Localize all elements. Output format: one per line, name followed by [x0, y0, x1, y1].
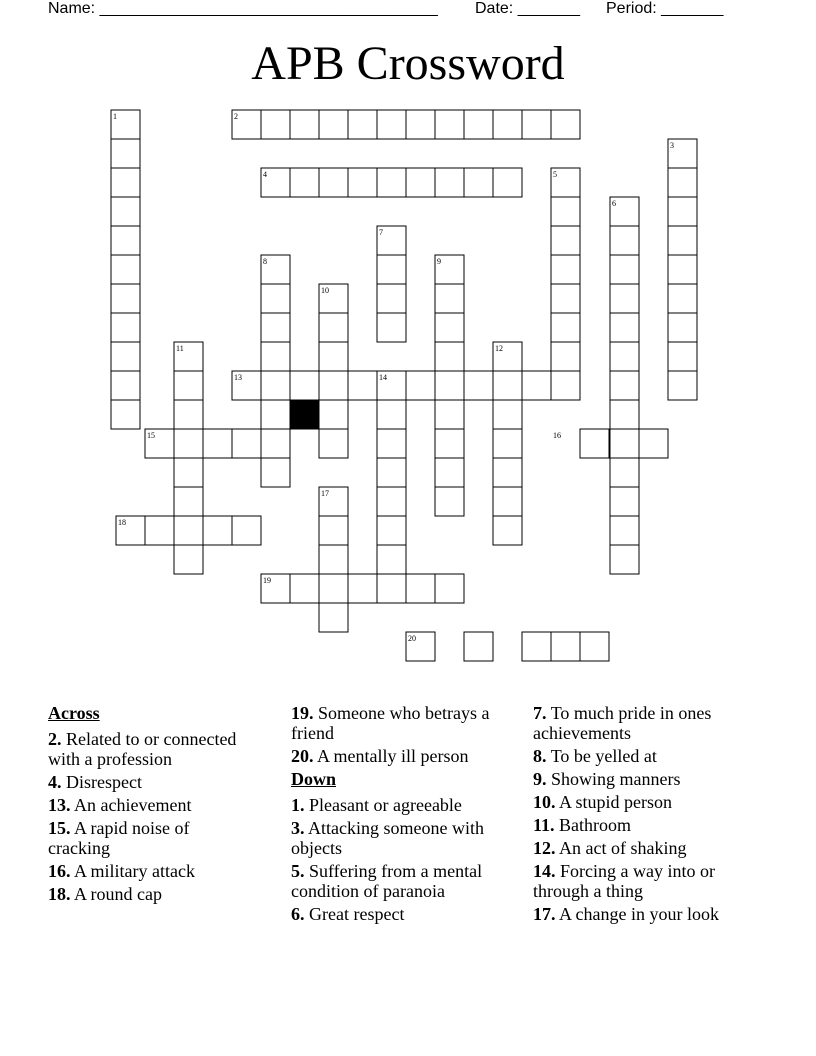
grid-cell[interactable] — [406, 574, 435, 603]
clue-column-3 — [533, 703, 763, 927]
grid-cell[interactable] — [551, 226, 580, 255]
grid-cell[interactable] — [580, 429, 609, 458]
grid-cell[interactable] — [493, 371, 522, 400]
grid-cell[interactable] — [406, 110, 435, 139]
black-cell — [290, 400, 319, 429]
clue-down-5: 5. Suffering from a mental condition of paranoia — [291, 861, 483, 901]
date-field[interactable]: Date: _______ — [475, 0, 580, 17]
grid-cell[interactable] — [111, 342, 140, 371]
grid-cell[interactable] — [377, 284, 406, 313]
grid-cell[interactable] — [522, 632, 551, 661]
grid-cell[interactable] — [290, 110, 319, 139]
grid-cell[interactable] — [493, 487, 522, 516]
grid-cell[interactable] — [435, 168, 464, 197]
grid-cell[interactable] — [203, 516, 232, 545]
grid-cell[interactable] — [261, 371, 290, 400]
grid-cell[interactable] — [319, 574, 348, 603]
grid-cell[interactable] — [111, 139, 140, 168]
grid-cell[interactable] — [261, 429, 290, 458]
clue-across-20: 20. A mentally ill person — [291, 746, 469, 766]
grid-cell[interactable] — [348, 110, 377, 139]
clue-down-1: 1. Pleasant or agreeable — [291, 795, 462, 815]
grid-cell[interactable] — [668, 284, 697, 313]
clue-number-9: 9 — [437, 257, 441, 266]
grid-cell[interactable] — [319, 371, 348, 400]
clue-column-2 — [291, 703, 511, 927]
grid-cell[interactable] — [319, 400, 348, 429]
clue-down-17: 17. A change in your look — [533, 904, 719, 924]
clue-number-7: 7 — [379, 228, 383, 237]
grid-cell[interactable] — [610, 429, 639, 458]
grid-cell[interactable] — [435, 400, 464, 429]
grid-cell[interactable] — [493, 168, 522, 197]
grid-cell[interactable] — [493, 429, 522, 458]
grid-cell[interactable] — [668, 371, 697, 400]
grid-cell[interactable] — [435, 313, 464, 342]
clue-number-10: 10 — [321, 286, 329, 295]
grid-cell[interactable] — [464, 632, 493, 661]
clue-down-9: 9. Showing manners — [533, 769, 681, 789]
grid-cell[interactable] — [551, 342, 580, 371]
grid-cell[interactable] — [111, 255, 140, 284]
clue-number-12: 12 — [495, 344, 503, 353]
clue-across-19: 19. Someone who betrays a friend — [291, 703, 490, 743]
grid-cell[interactable] — [435, 284, 464, 313]
clue-down-8: 8. To be yelled at — [533, 746, 657, 766]
grid-cell[interactable] — [610, 371, 639, 400]
grid-cell[interactable] — [435, 371, 464, 400]
grid-cell[interactable] — [111, 400, 140, 429]
grid-cell[interactable] — [377, 487, 406, 516]
grid-cell[interactable] — [174, 516, 203, 545]
grid-cell[interactable] — [111, 197, 140, 226]
down-heading: Down — [291, 769, 337, 789]
grid-cell[interactable] — [377, 458, 406, 487]
grid-cell[interactable] — [551, 197, 580, 226]
grid-cell[interactable] — [203, 429, 232, 458]
clue-across-18: 18. A round cap — [48, 884, 162, 904]
grid-cell[interactable] — [522, 371, 551, 400]
grid-cell[interactable] — [319, 603, 348, 632]
grid-cell[interactable] — [111, 284, 140, 313]
grid-cell[interactable] — [174, 458, 203, 487]
grid-cell[interactable] — [435, 342, 464, 371]
grid-cell[interactable] — [290, 371, 319, 400]
grid-cell[interactable] — [174, 400, 203, 429]
grid-cell[interactable] — [493, 400, 522, 429]
grid-cell[interactable] — [493, 516, 522, 545]
grid-cell[interactable] — [435, 429, 464, 458]
grid-cell[interactable] — [290, 574, 319, 603]
grid-cell[interactable] — [290, 168, 319, 197]
grid-cell[interactable] — [406, 371, 435, 400]
page-title: APB Crossword — [251, 37, 565, 90]
grid-cell[interactable] — [493, 458, 522, 487]
clue-down-10: 10. A stupid person — [533, 792, 673, 812]
clue-across-4: 4. Disrespect — [48, 772, 142, 792]
grid-cell[interactable] — [668, 255, 697, 284]
grid-cell[interactable] — [261, 110, 290, 139]
clue-number-2: 2 — [234, 112, 238, 121]
clue-down-6: 6. Great respect — [291, 904, 405, 924]
grid-cell[interactable] — [261, 313, 290, 342]
grid-cell[interactable] — [319, 168, 348, 197]
grid-cell[interactable] — [111, 313, 140, 342]
grid-cell[interactable] — [464, 371, 493, 400]
clue-across-15: 15. A rapid noise of cracking — [48, 818, 190, 858]
grid-cell[interactable] — [610, 226, 639, 255]
grid-cell[interactable] — [610, 255, 639, 284]
grid-cell[interactable] — [639, 429, 668, 458]
clue-number-3: 3 — [670, 141, 674, 150]
clue-number-13: 13 — [234, 373, 242, 382]
grid-cell[interactable] — [174, 487, 203, 516]
grid-cell[interactable] — [319, 429, 348, 458]
grid-cell[interactable] — [377, 545, 406, 574]
grid-cell[interactable] — [668, 226, 697, 255]
grid-cell[interactable] — [668, 342, 697, 371]
grid-cell[interactable] — [261, 284, 290, 313]
clue-number-19: 19 — [263, 576, 271, 585]
clue-number-18: 18 — [118, 518, 126, 527]
grid-cell[interactable] — [610, 458, 639, 487]
grid-cell[interactable] — [145, 516, 174, 545]
clue-number-4: 4 — [263, 170, 267, 179]
grid-cell[interactable] — [377, 168, 406, 197]
grid-cell[interactable] — [319, 342, 348, 371]
clue-number-11: 11 — [176, 344, 184, 353]
grid-cell[interactable] — [610, 284, 639, 313]
clue-number-15: 15 — [147, 431, 155, 440]
clue-number-17: 17 — [321, 489, 329, 498]
grid-cell[interactable] — [111, 168, 140, 197]
clue-number-16: 16 — [553, 431, 561, 440]
grid-cell[interactable] — [174, 545, 203, 574]
grid-cell[interactable] — [319, 313, 348, 342]
clue-across-16: 16. A military attack — [48, 861, 195, 881]
grid-cell[interactable] — [493, 110, 522, 139]
grid-cell[interactable] — [435, 458, 464, 487]
clue-down-12: 12. An act of shaking — [533, 838, 687, 858]
grid-cell[interactable] — [406, 168, 435, 197]
clue-number-14: 14 — [379, 373, 387, 382]
across-heading: Across — [48, 703, 100, 723]
grid-cell[interactable] — [551, 110, 580, 139]
grid-cell[interactable] — [610, 400, 639, 429]
grid-cell[interactable] — [348, 371, 377, 400]
grid-cell[interactable] — [174, 371, 203, 400]
grid-cell[interactable] — [261, 342, 290, 371]
grid-cell[interactable] — [610, 545, 639, 574]
grid-cell[interactable] — [377, 516, 406, 545]
name-field[interactable]: Name: ______________________________________ — [48, 0, 438, 17]
grid-cell[interactable] — [377, 574, 406, 603]
grid-cell[interactable] — [610, 487, 639, 516]
grid-cell[interactable] — [261, 458, 290, 487]
grid-cell[interactable] — [551, 371, 580, 400]
clue-across-2: 2. Related to or connected with a profession — [48, 729, 237, 769]
grid-cell[interactable] — [610, 516, 639, 545]
grid-cell[interactable] — [668, 313, 697, 342]
grid-cell[interactable] — [377, 313, 406, 342]
clue-down-7: 7. To much pride in ones achievements — [533, 703, 712, 743]
grid-cell[interactable] — [232, 516, 261, 545]
grid-cell[interactable] — [551, 255, 580, 284]
grid-cell[interactable] — [232, 429, 261, 458]
grid-cell[interactable] — [111, 226, 140, 255]
clue-across-13: 13. An achievement — [48, 795, 192, 815]
grid-cell[interactable] — [435, 574, 464, 603]
clue-number-20: 20 — [408, 634, 416, 643]
clue-number-8: 8 — [263, 257, 267, 266]
grid-cell[interactable] — [319, 110, 348, 139]
grid-cell[interactable] — [377, 255, 406, 284]
grid-cell[interactable] — [377, 429, 406, 458]
clue-number-5: 5 — [553, 170, 557, 179]
grid-cell[interactable] — [464, 110, 493, 139]
grid-cell[interactable] — [580, 632, 609, 661]
grid-cell[interactable] — [610, 342, 639, 371]
grid-cell[interactable] — [551, 284, 580, 313]
grid-cell[interactable] — [435, 487, 464, 516]
grid-cell[interactable] — [435, 110, 464, 139]
period-field[interactable]: Period: _______ — [606, 0, 724, 17]
clue-number-1: 1 — [113, 112, 117, 121]
grid-cell[interactable] — [377, 110, 406, 139]
grid-cell[interactable] — [319, 545, 348, 574]
grid-cell[interactable] — [610, 313, 639, 342]
clue-down-3: 3. Attacking someone with objects — [291, 818, 484, 858]
grid-cell[interactable] — [348, 574, 377, 603]
grid-cell[interactable] — [348, 168, 377, 197]
clue-number-6: 6 — [612, 199, 616, 208]
clue-down-14: 14. Forcing a way into or through a thing — [533, 861, 715, 901]
grid-cell[interactable] — [261, 400, 290, 429]
clue-column-1 — [48, 703, 248, 907]
grid-cell[interactable] — [522, 110, 551, 139]
grid-cell[interactable] — [464, 168, 493, 197]
grid-cell[interactable] — [551, 632, 580, 661]
grid-cell[interactable] — [319, 516, 348, 545]
grid-cell[interactable] — [174, 429, 203, 458]
clue-down-11: 11. Bathroom — [533, 815, 632, 835]
grid-cell[interactable] — [551, 313, 580, 342]
grid-cell[interactable] — [668, 168, 697, 197]
grid-cell[interactable] — [111, 371, 140, 400]
grid-cell[interactable] — [668, 197, 697, 226]
grid-cell[interactable] — [377, 400, 406, 429]
